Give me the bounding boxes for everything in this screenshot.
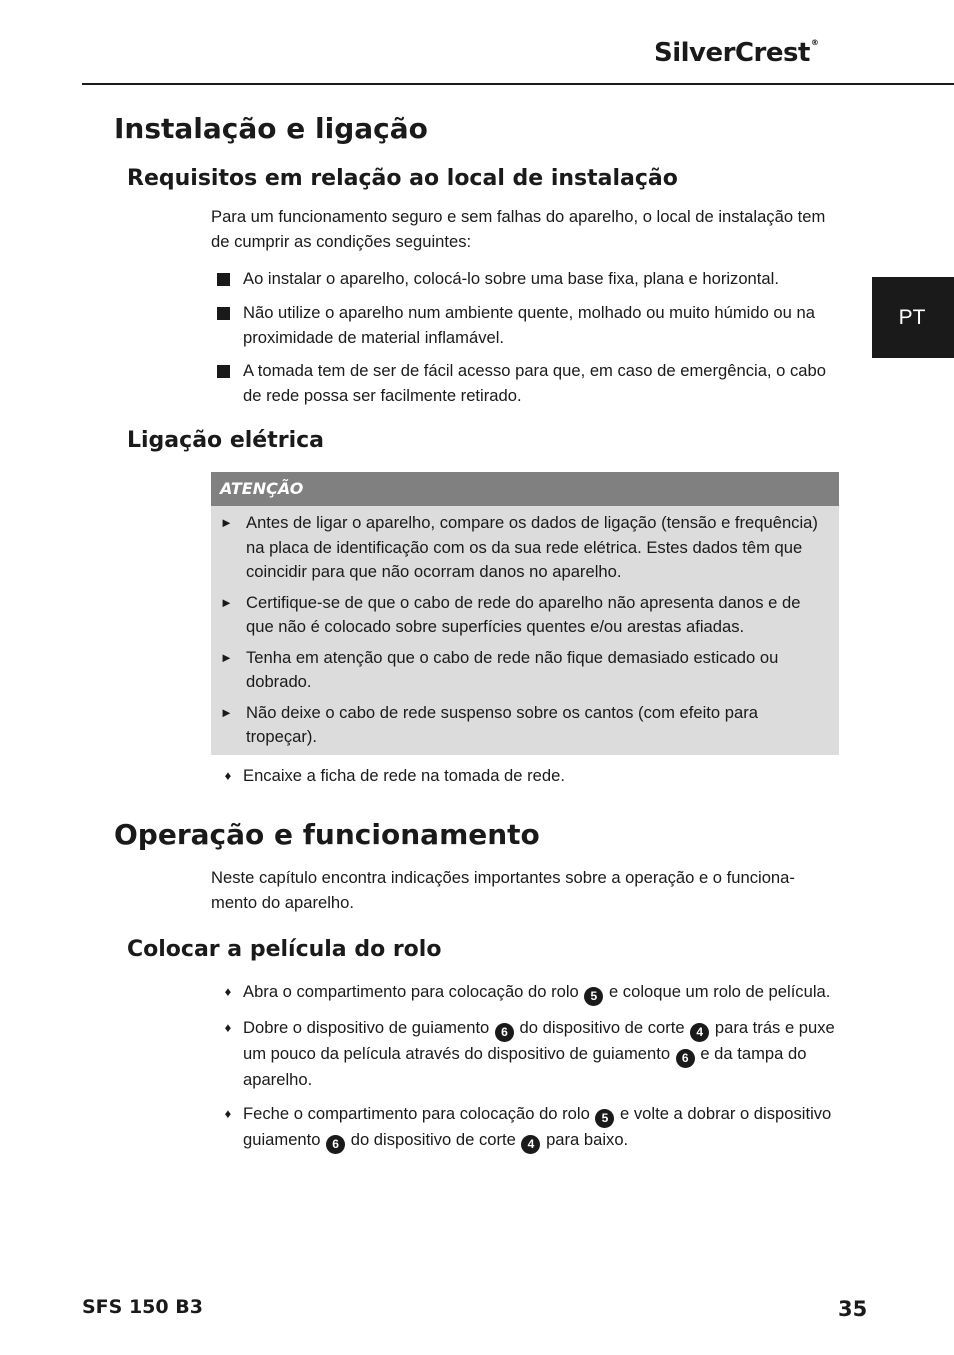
section-title-install: Instalação e ligação xyxy=(114,112,428,145)
square-bullet-icon xyxy=(217,307,230,320)
warning-list xyxy=(211,506,839,750)
square-bullet-icon xyxy=(217,273,230,286)
arrow-bullet-icon: ► xyxy=(220,704,233,720)
brand-logo xyxy=(654,38,864,68)
language-tab: PT xyxy=(872,277,954,358)
film-steps xyxy=(213,980,839,1154)
ref-number-badge: 6 xyxy=(676,1049,695,1068)
warning-item: ► Tenha em atenção que o cabo de rede não fique demasiado esticado ou dobrado. xyxy=(220,647,779,691)
ref-number-badge: 6 xyxy=(495,1023,514,1042)
requirements-intro: Para um funcionamento seguro e sem falhas do aparelho, o local de instalação tem de cumprir as condições seguintes: xyxy=(211,207,826,251)
electrical-steps xyxy=(213,764,839,789)
list-item: ♦ Abra o compartimento para colocação do rolo 5 e coloque um rolo de película. xyxy=(213,980,839,1006)
warning-box xyxy=(211,472,839,755)
arrow-bullet-icon: ► xyxy=(220,594,233,610)
subsection-title-film: Colocar a película do rolo xyxy=(127,937,442,962)
warning-item: ► Não deixe o cabo de rede suspenso sobre os cantos (com efeito para tropeçar). xyxy=(220,702,758,746)
subsection-title-electrical: Ligação elétrica xyxy=(127,428,324,453)
section-title-operation: Operação e funcionamento xyxy=(114,818,540,851)
arrow-bullet-icon: ► xyxy=(220,515,233,530)
square-bullet-icon xyxy=(217,365,230,378)
list-item: Não utilize o aparelho num ambiente quente, molhado ou muito húmido ou na proximidade de material inflamável. xyxy=(213,301,839,351)
list-item: ♦ Dobre o dispositivo de guiamento 6 do dispositivo de corte 4 para trás e puxe um pouco da película através do dispositivo de guiamento 6 e da tampa do aparelho. xyxy=(213,1016,839,1093)
requirements-list xyxy=(213,267,839,409)
list-item: ♦ Feche o compartimento para colocação do rolo 5 e volte a dobrar o dispositivo guiamento 6 do dispositivo de corte 4 para baixo. xyxy=(213,1102,839,1154)
operation-intro: Neste capítulo encontra indicações importantes sobre a operação e o funciona-mento do aparelho. xyxy=(211,868,795,912)
brand-name-part1: Silver xyxy=(654,38,735,68)
list-item: Ao instalar o aparelho, colocá-lo sobre uma base fixa, plana e horizontal. xyxy=(213,267,839,292)
warning-item: ► Certifique-se de que o cabo de rede do aparelho não apresenta danos e de que não é colocado sobre superfícies quentes e/ou arestas afiadas. xyxy=(220,592,801,636)
header-divider xyxy=(82,83,954,85)
ref-number-badge: 4 xyxy=(690,1023,709,1042)
warning-item: ► Antes de ligar o aparelho, compare os dados de ligação (tensão e frequência) na placa de identificação com os da sua rede elétrica. Estes dados têm que coincidir para que não ocorram danos no aparelho. xyxy=(220,513,818,581)
list-item: A tomada tem de ser de fácil acesso para que, em caso de emergência, o cabo de rede possa ser facilmente retirado. xyxy=(213,359,839,409)
footer-model: SFS 150 B3 xyxy=(82,1296,203,1318)
registered-mark: ® xyxy=(810,38,819,47)
diamond-bullet-icon: ♦ xyxy=(224,1019,232,1035)
page-number: 35 xyxy=(838,1297,868,1321)
list-item: ♦ Encaixe a ficha de rede na tomada de rede. xyxy=(213,764,839,789)
ref-number-badge: 4 xyxy=(521,1135,540,1154)
diamond-bullet-icon: ♦ xyxy=(224,984,232,999)
subsection-title-requirements: Requisitos em relação ao local de instalação xyxy=(127,166,678,191)
ref-number-badge: 6 xyxy=(326,1135,345,1154)
diamond-bullet-icon: ♦ xyxy=(224,768,232,783)
diamond-bullet-icon: ♦ xyxy=(224,1106,232,1122)
warning-label: ATENÇÃO xyxy=(211,472,839,506)
ref-number-badge: 5 xyxy=(584,987,603,1006)
brand-name-part2: Crest xyxy=(734,38,810,68)
arrow-bullet-icon: ► xyxy=(220,649,233,665)
ref-number-badge: 5 xyxy=(595,1109,614,1128)
